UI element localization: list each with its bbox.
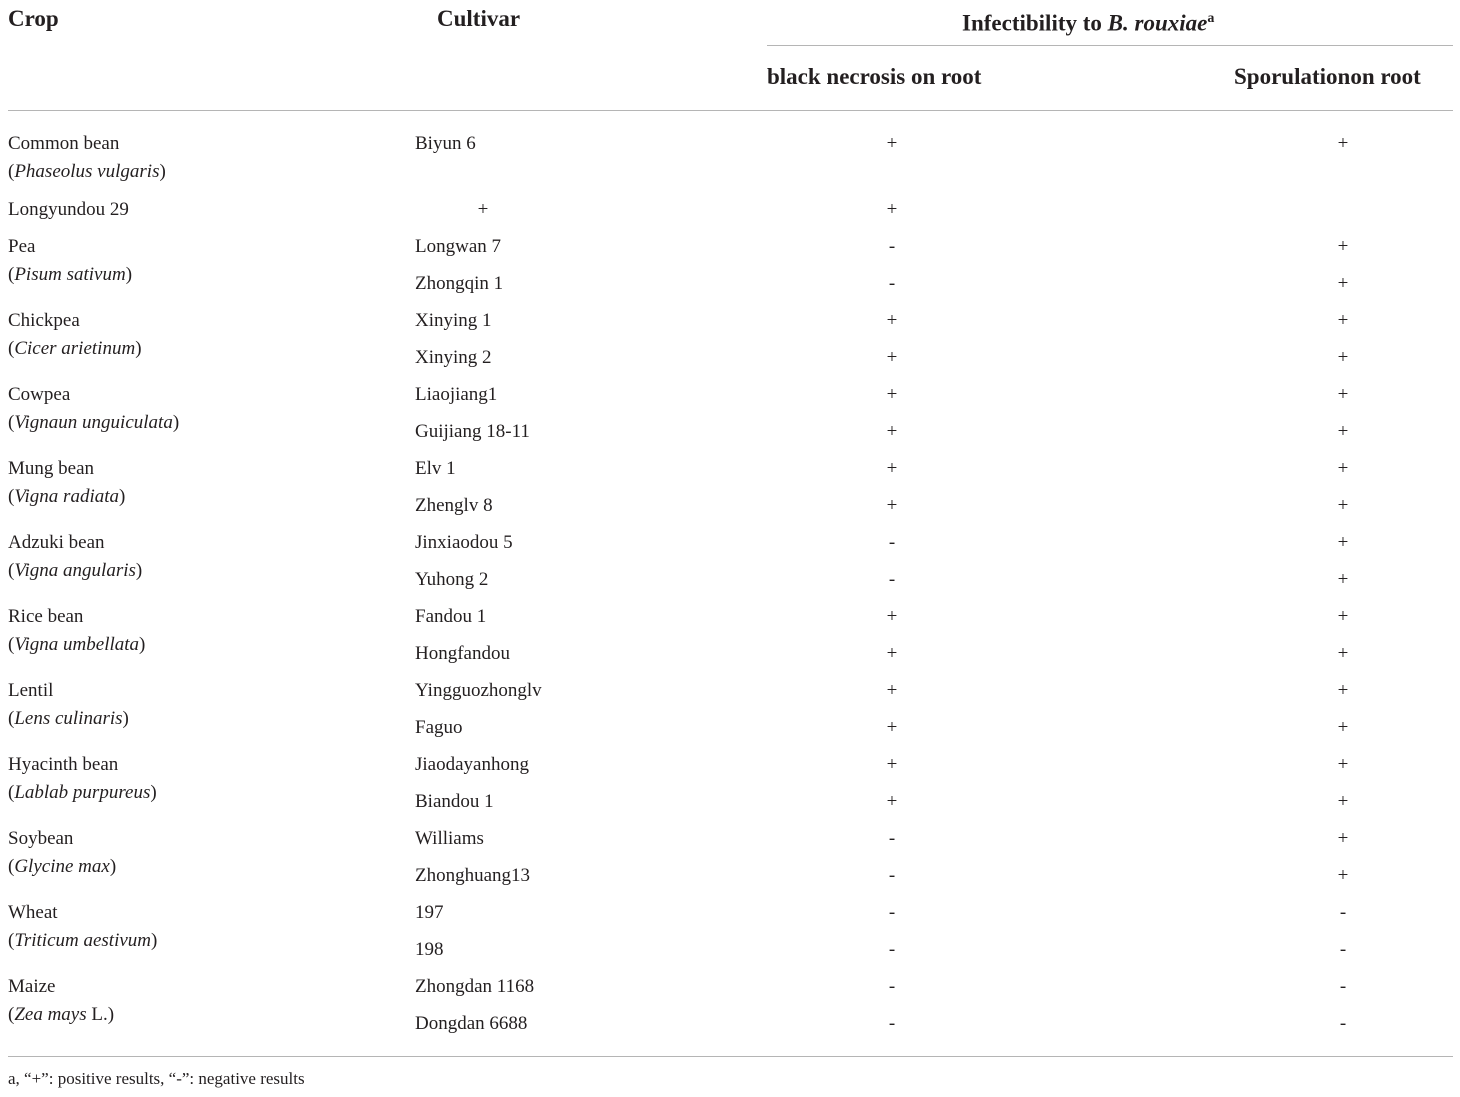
sporulation-cell: - [1339, 902, 1347, 923]
cultivar-cell: Yingguozhonglv [415, 680, 542, 701]
scientific-name-italic: Glycine max [14, 856, 110, 877]
necrosis-cell: - [888, 902, 896, 923]
sporulation-cell: + [1337, 532, 1349, 553]
crop-name: Hyacinth bean [8, 754, 119, 775]
cultivar-cell: Fandou 1 [415, 606, 487, 627]
sporulation-cell: + [1337, 680, 1349, 701]
cultivar-cell: Biandou 1 [415, 791, 494, 812]
necrosis-cell: - [888, 273, 896, 294]
cultivar-cell: Jinxiaodou 5 [415, 532, 513, 553]
infectibility-prefix: Infectibility to [962, 10, 1108, 36]
sporulation-cell: + [1337, 828, 1349, 849]
crop-name: Wheat [8, 902, 58, 923]
crop-name: Maize [8, 976, 56, 997]
necrosis-cell: - [888, 828, 896, 849]
header-bottom-rule [8, 110, 1453, 111]
sporulation-cell: + [1337, 643, 1349, 664]
sporulation-cell: - [1339, 1013, 1347, 1034]
misplaced-row-label: Longyundou 29 [8, 199, 129, 220]
necrosis-cell: + [886, 421, 898, 442]
crop-name: Rice bean [8, 606, 84, 627]
necrosis-cell: - [888, 569, 896, 590]
crop-name: Pea [8, 236, 36, 257]
sporulation-cell: + [1337, 754, 1349, 775]
crop-scientific-name: (Triticum aestivum) [8, 930, 158, 951]
cultivar-cell: Xinying 2 [415, 347, 492, 368]
cultivar-cell: Biyun 6 [415, 133, 476, 154]
necrosis-cell: + [886, 754, 898, 775]
crop-scientific-name: (Vigna angularis) [8, 560, 143, 581]
necrosis-cell: - [888, 939, 896, 960]
misplaced-row-mark: + [477, 199, 489, 220]
sporulation-cell: + [1337, 717, 1349, 738]
crop-scientific-name: (Lablab purpureus) [8, 782, 157, 803]
scientific-name-italic: Cicer arietinum [14, 338, 136, 359]
sporulation-cell: - [1339, 976, 1347, 997]
header-group-rule [767, 45, 1453, 46]
cultivar-header: Cultivar [437, 6, 521, 31]
crop-scientific-name: (Lens culinaris) [8, 708, 129, 729]
scientific-name-italic: Triticum aestivum [14, 930, 152, 951]
sporulation-cell: + [1337, 791, 1349, 812]
scientific-name-italic: Vigna radiata [14, 486, 120, 507]
sporulation-cell: + [1337, 421, 1349, 442]
cultivar-cell: Xinying 1 [415, 310, 492, 331]
species-name: B. rouxiae [1107, 10, 1208, 36]
scientific-name-italic: Phaseolus vulgaris [14, 161, 160, 182]
crop-scientific-name: (Zea mays L.) [8, 1004, 115, 1025]
necrosis-cell: - [888, 1013, 896, 1034]
cultivar-cell: Zhongdan 1168 [415, 976, 535, 997]
table-bottom-rule [8, 1056, 1453, 1057]
crop-scientific-name: (Vigna umbellata) [8, 634, 146, 655]
crop-name: Soybean [8, 828, 74, 849]
sporulation-cell: + [1337, 458, 1349, 479]
necrosis-cell: + [886, 717, 898, 738]
necrosis-cell: + [886, 384, 898, 405]
crop-scientific-name: (Pisum sativum) [8, 264, 133, 285]
cultivar-cell: Liaojiang1 [415, 384, 498, 405]
cultivar-cell: 197 [415, 902, 444, 923]
crop-scientific-name: (Vigna radiata) [8, 486, 126, 507]
necrosis-cell: + [886, 133, 898, 154]
necrosis-cell: + [886, 458, 898, 479]
crop-scientific-name: (Vignaun unguiculata) [8, 412, 180, 433]
necrosis-cell: + [886, 347, 898, 368]
sporulation-cell: + [1337, 133, 1349, 154]
crop-name: Mung bean [8, 458, 95, 479]
scientific-name-italic: Zea mays [14, 1004, 87, 1025]
misplaced-row-mark: + [886, 199, 898, 220]
crop-header: Crop [8, 6, 59, 31]
scientific-name-italic: Vigna angularis [14, 560, 136, 581]
necrosis-cell: + [886, 310, 898, 331]
sporulation-cell: + [1337, 384, 1349, 405]
cultivar-cell: Williams [415, 828, 484, 849]
cultivar-cell: Zhonghuang13 [415, 865, 531, 886]
scientific-name-italic: Vigna umbellata [14, 634, 140, 655]
sporulation-cell: + [1337, 865, 1349, 886]
necrosis-cell: + [886, 495, 898, 516]
necrosis-cell: + [886, 791, 898, 812]
sporulation-cell: + [1337, 347, 1349, 368]
scientific-name-italic: Lens culinaris [14, 708, 123, 729]
table-footnote: a, “+”: positive results, “-”: negative results [8, 1069, 305, 1088]
sporulation-cell: + [1337, 606, 1349, 627]
necrosis-cell: + [886, 643, 898, 664]
necrosis-cell: - [888, 236, 896, 257]
necrosis-cell: + [886, 680, 898, 701]
crop-scientific-name: (Glycine max) [8, 856, 117, 877]
necrosis-cell: - [888, 532, 896, 553]
cultivar-cell: Longwan 7 [415, 236, 502, 257]
crop-name: Lentil [8, 680, 54, 701]
cultivar-cell: Zhenglv 8 [415, 495, 493, 516]
scientific-name-italic: Pisum sativum [14, 264, 126, 285]
cultivar-cell: Zhongqin 1 [415, 273, 504, 294]
footnote-marker: a [1207, 11, 1215, 26]
sporulation-cell: + [1337, 310, 1349, 331]
cultivar-cell: Guijiang 18-11 [415, 421, 530, 442]
sporulation-header: Sporulationon root [1234, 64, 1421, 89]
scientific-name-italic: Lablab purpureus [14, 782, 151, 803]
crop-scientific-name: (Cicer arietinum) [8, 338, 142, 359]
crop-name: Adzuki bean [8, 532, 105, 553]
cultivar-cell: Faguo [415, 717, 463, 738]
sporulation-cell: - [1339, 939, 1347, 960]
cultivar-cell: Yuhong 2 [415, 569, 489, 590]
sporulation-cell: + [1337, 236, 1349, 257]
crop-scientific-name: (Phaseolus vulgaris) [8, 161, 166, 182]
sporulation-cell: + [1337, 569, 1349, 590]
sporulation-cell: + [1337, 273, 1349, 294]
crop-name: Common bean [8, 133, 120, 154]
crop-name: Chickpea [8, 310, 80, 331]
cultivar-cell: Elv 1 [415, 458, 456, 479]
cultivar-cell: Jiaodayanhong [415, 754, 529, 775]
scientific-name-italic: Vignaun unguiculata [14, 412, 173, 433]
cultivar-cell: Dongdan 6688 [415, 1013, 528, 1034]
sporulation-cell: + [1337, 495, 1349, 516]
infectibility-header [962, 5, 1214, 38]
necrosis-cell: + [886, 606, 898, 627]
necrosis-cell: - [888, 976, 896, 997]
necrosis-cell: - [888, 865, 896, 886]
necrosis-header: black necrosis on root [767, 64, 982, 89]
cultivar-cell: Hongfandou [415, 643, 510, 664]
cultivar-cell: 198 [415, 939, 444, 960]
crop-name: Cowpea [8, 384, 71, 405]
